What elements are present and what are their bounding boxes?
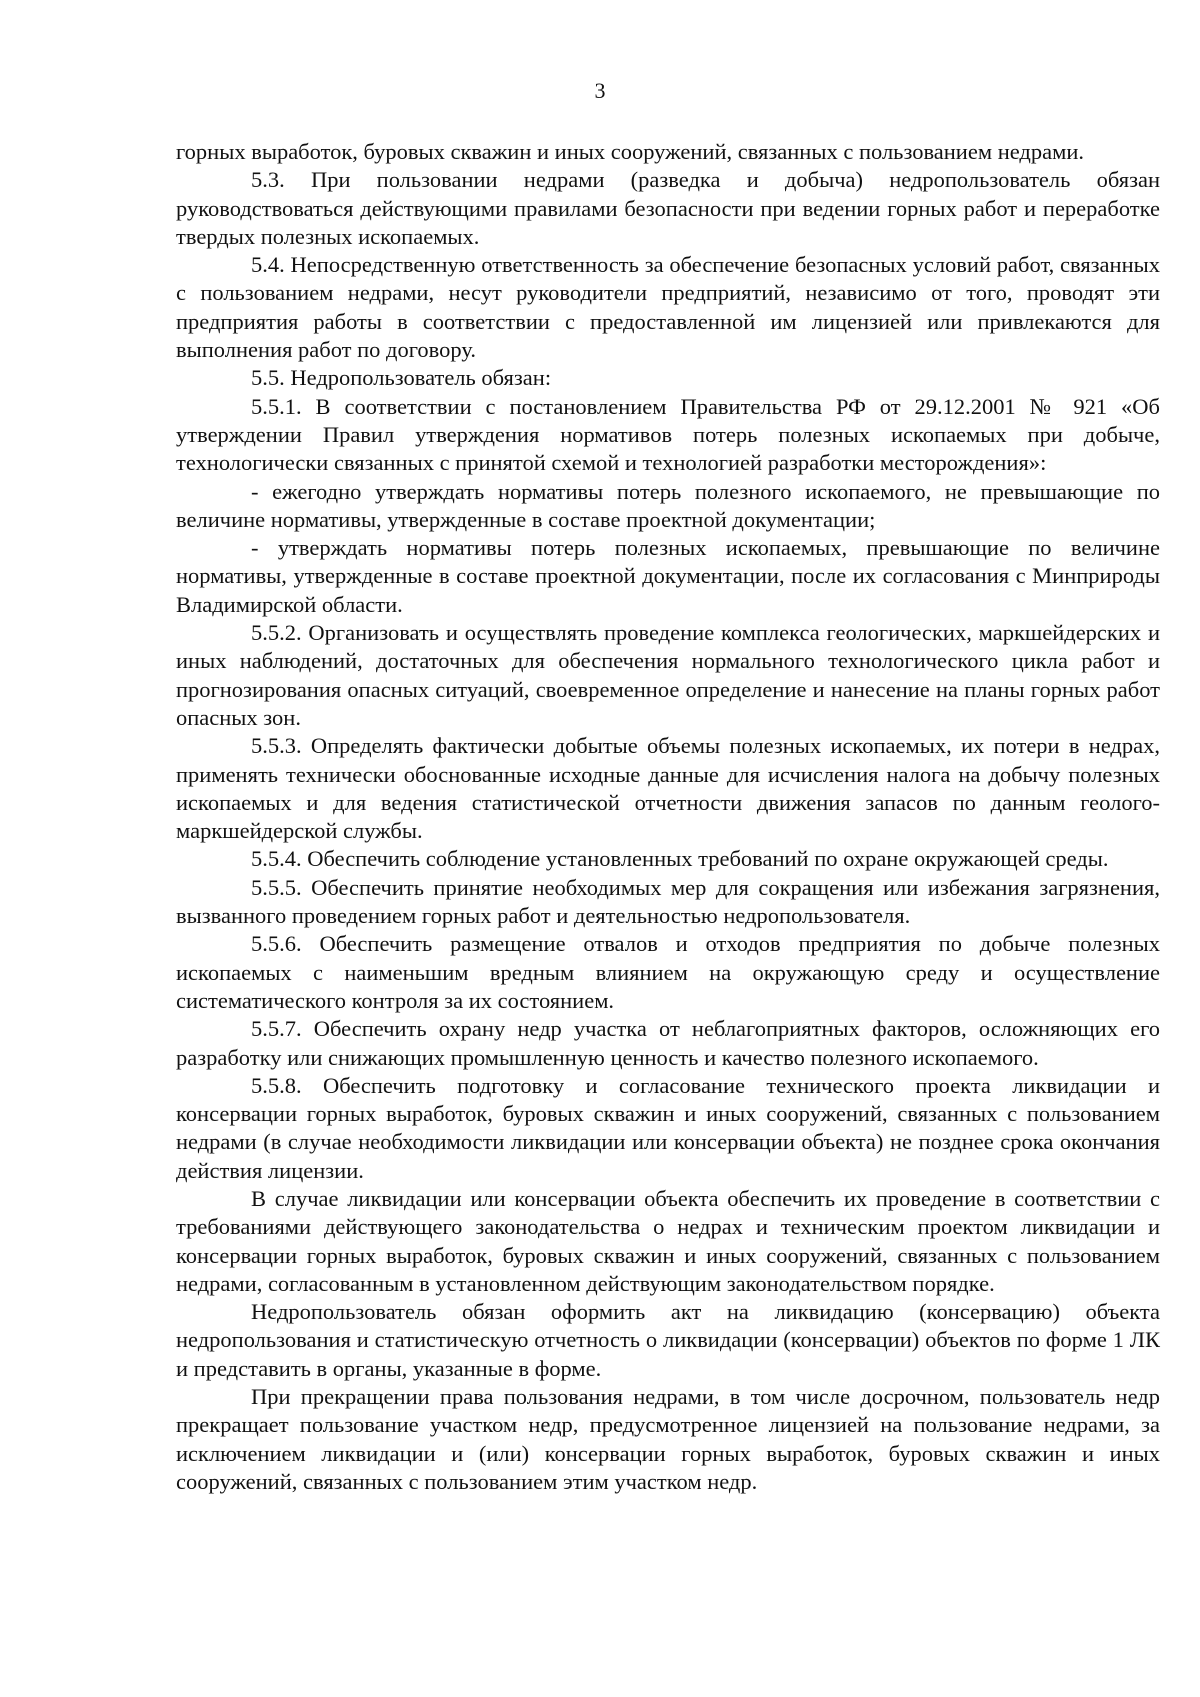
paragraph: 5.5. Недропользователь обязан: [251, 365, 552, 391]
paragraph: - ежегодно утверждать нормативы потерь полезного ископаемого, не превышающие по величине нормативы, утвержденные в составе проектной документации; [176, 478, 1160, 532]
paragraph: Недропользователь обязан оформить акт на ликвидацию (консервацию) объекта недропользования и статистическую отчетность о ликвидации (консервации) объектов по форме 1 ЛК и представить в органы, указанные в форме. [176, 1299, 1160, 1381]
paragraph: горных выработок, буровых скважин и иных сооружений, связанных с пользованием недрами. [176, 139, 1085, 164]
paragraph: - утверждать нормативы потерь полезных ископаемых, превышающие по величине нормативы, утвержденные в составе проектной документации, после их согласования с Минприроды Владимирской области. [176, 535, 1160, 617]
paragraph: 5.5.7. Обеспечить охрану недр участка от неблагоприятных факторов, осложняющих его разработку или снижающих промышленную ценность и качество полезного ископаемого. [176, 1016, 1160, 1070]
paragraph: 5.5.6. Обеспечить размещение отвалов и отходов предприятия по добыче полезных ископаемых с наименьшим вредным влиянием на окружающую среду и осуществление систематического контроля за их состоянием. [176, 931, 1160, 1013]
paragraph: 5.5.4. Обеспечить соблюдение установленных требований по охране окружающей среды. [251, 846, 1109, 872]
paragraph: 5.5.1. В соответствии с постановлением Правительства РФ от 29.12.2001 № 921 «Об утверждении Правил утверждения нормативов потерь полезных ископаемых при добыче, технологически связанных с принятой схемой и технологией разработки месторождения»: [176, 393, 1160, 476]
paragraph: 5.4. Непосредственную ответственность за обеспечение безопасных условий работ, связанных с пользованием недрами, несут руководители предприятий, независимо от того, проводят эти предприятия работы в соответствии с предоставленной им лицензией или привлекаются для выполнения работ по договору. [176, 252, 1160, 363]
page-number: 3 [594, 78, 606, 103]
paragraph: В случае ликвидации или консервации объекта обеспечить их проведение в соответствии с требованиями действующего законодательства о недрах и техническим проектом ликвидации и консервации горных выработок, буровых скважин и иных сооружений, связанных с пользованием недрами, согласованным в установленном действующим законодательством порядке. [176, 1185, 1160, 1296]
paragraph: 5.5.3. Определять фактически добытые объемы полезных ископаемых, их потери в недрах, применять технически обоснованные исходные данные для исчисления налога на добычу полезных ископаемых и для ведения статистической отчетности движения запасов по данным геолого-маркшейдерской службы. [176, 733, 1160, 844]
paragraph: 5.5.8. Обеспечить подготовку и согласование технического проекта ликвидации и консервации горных выработок, буровых скважин и иных сооружений, связанных с пользованием недрами (в случае необходимости ликвидации или консервации объекта) не позднее срока окончания действия лицензии. [176, 1072, 1160, 1183]
paragraph: 5.3. При пользовании недрами (разведка и добыча) недропользователь обязан руководствоваться действующими правилами безопасности при ведении горных работ и переработке твердых полезных ископаемых. [176, 167, 1160, 249]
paragraph: При прекращении права пользования недрами, в том числе досрочном, пользователь недр прекращает пользование участком недр, предусмотренное лицензией на пользование недрами, за исключением ликвидации и (или) консервации горных выработок, буровых скважин и иных сооружений, связанных с пользованием этим участком недр. [176, 1384, 1160, 1494]
paragraph: 5.5.5. Обеспечить принятие необходимых мер для сокращения или избежания загрязнения, вызванного проведением горных работ и деятельностью недропользователя. [176, 874, 1160, 929]
document-body [176, 138, 1160, 1496]
paragraph: 5.5.2. Организовать и осуществлять проведение комплекса геологических, маркшейдерских и иных наблюдений, достаточных для обеспечения нормального технологического цикла работ и прогнозирования опасных ситуаций, своевременное определение и нанесение на планы горных работ опасных зон. [176, 620, 1160, 730]
